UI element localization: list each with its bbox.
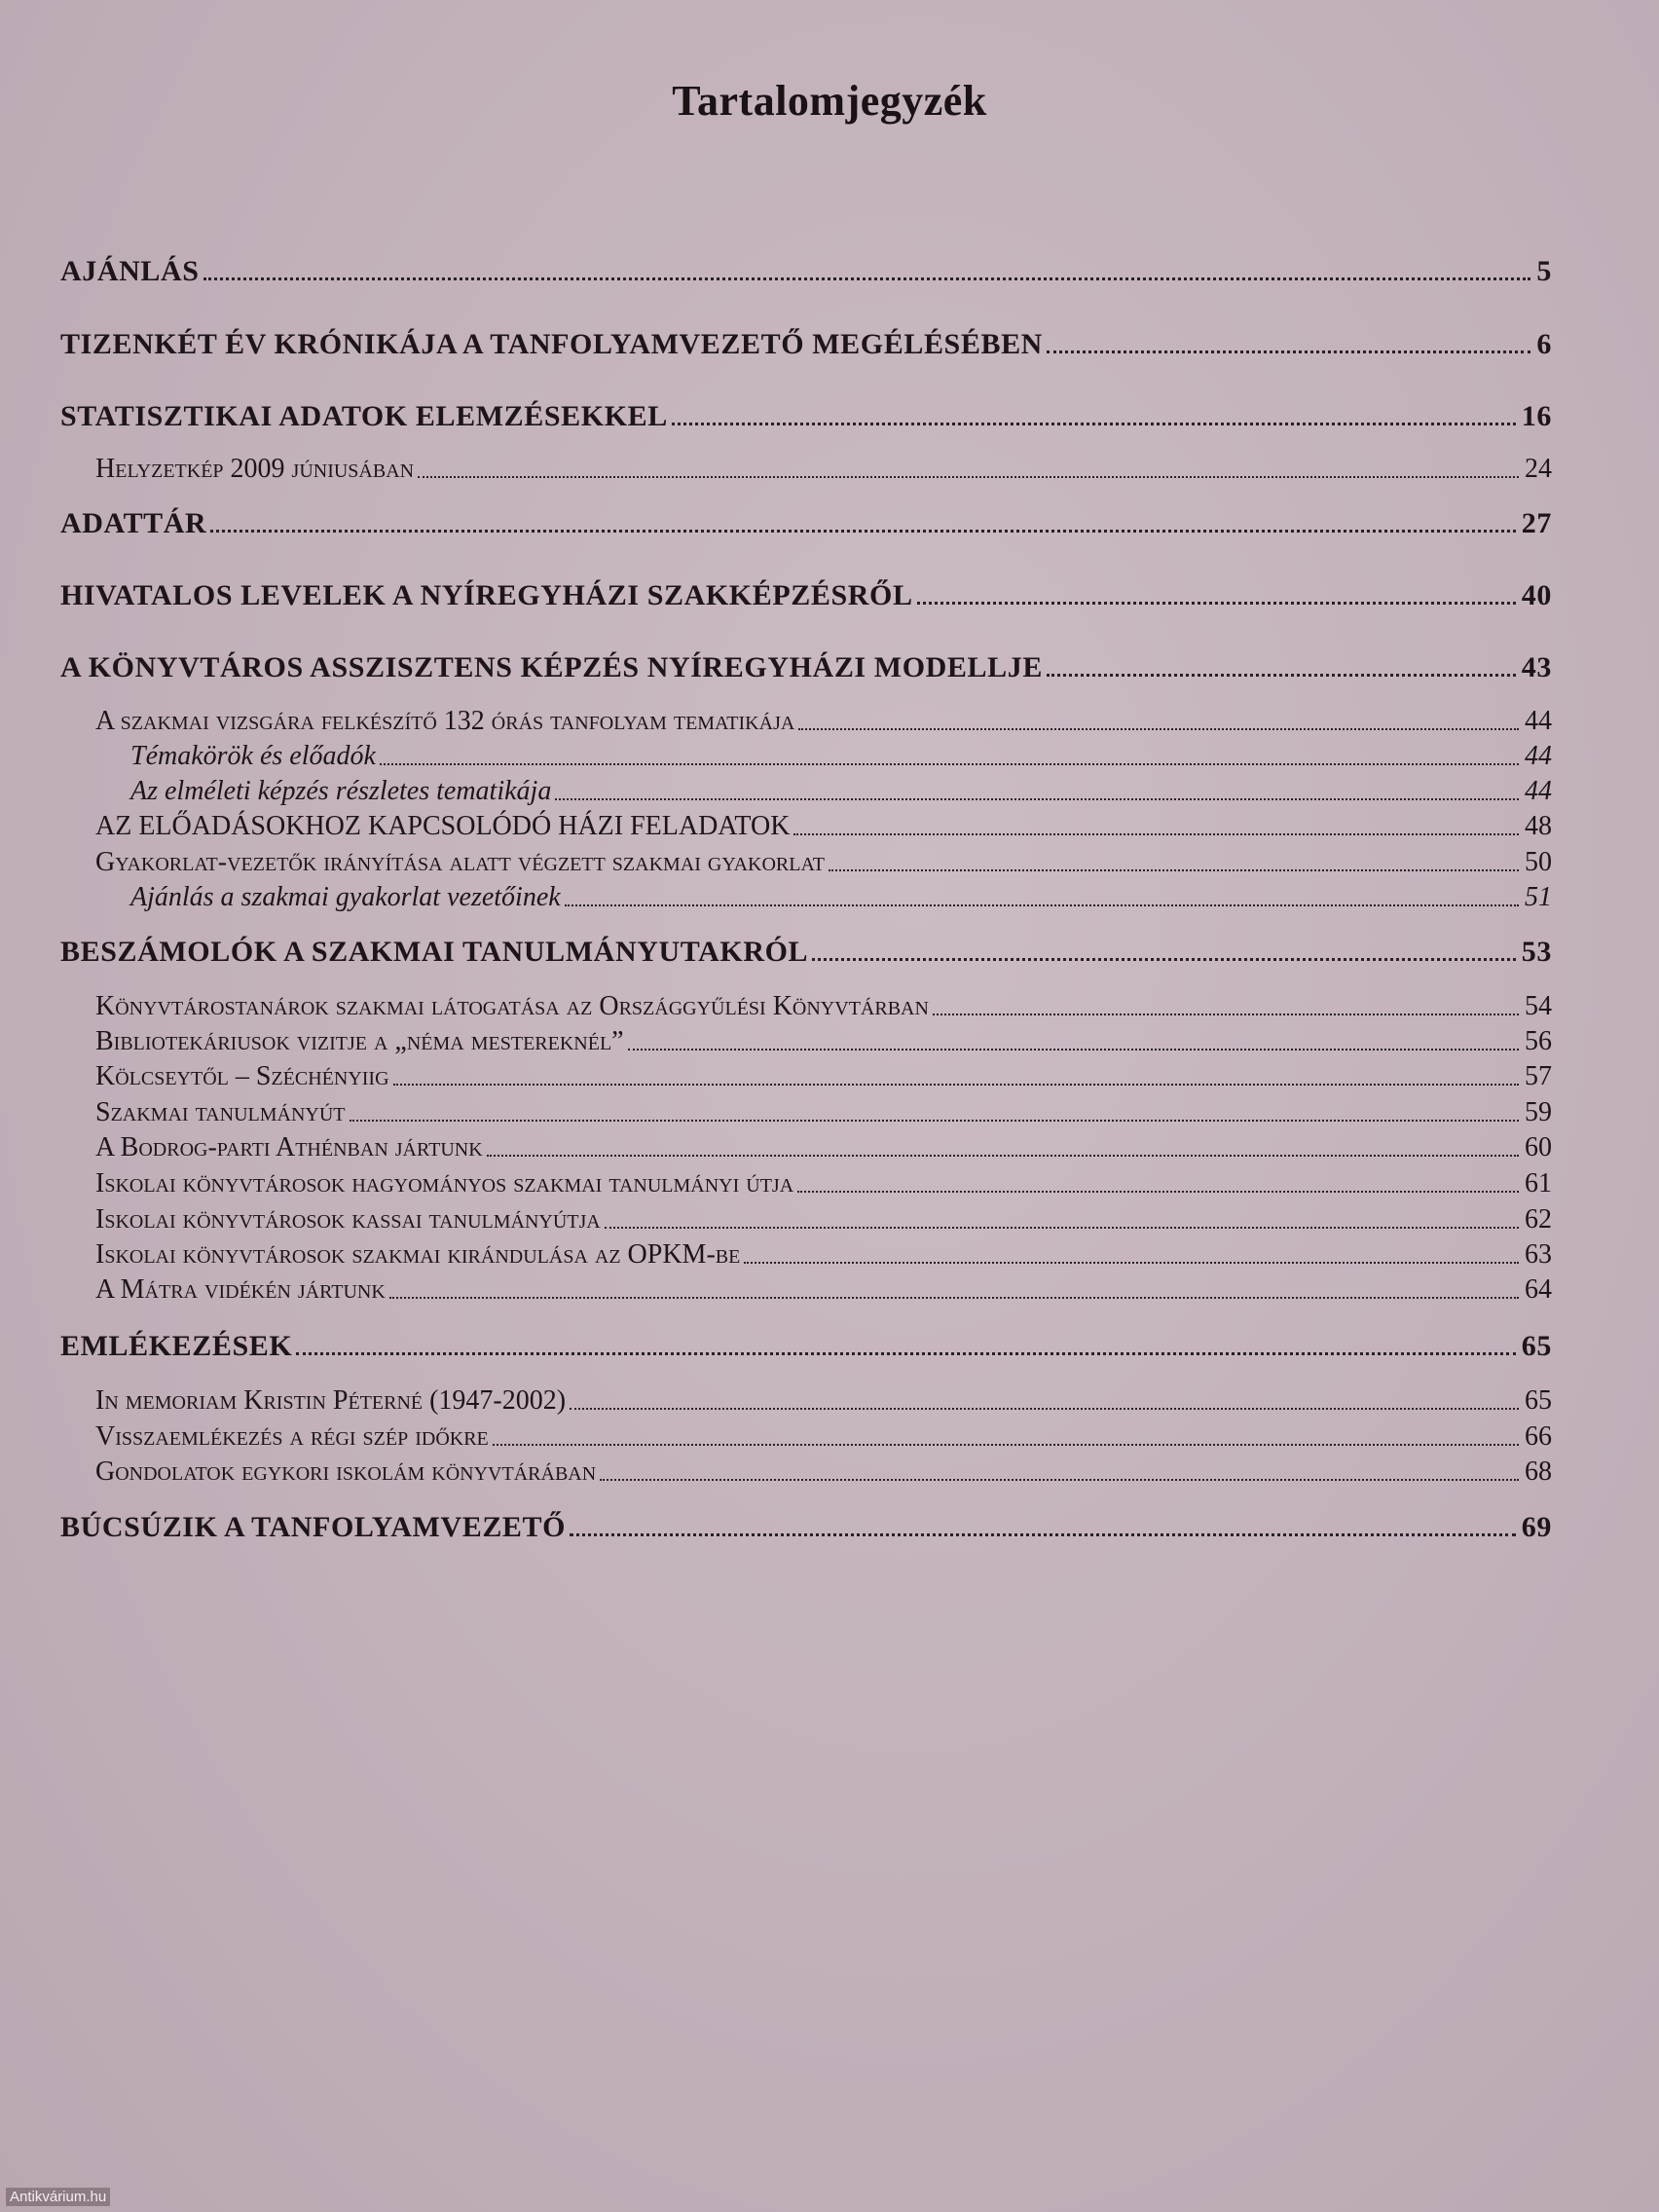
toc-entry (60, 402, 1552, 431)
toc-entry-title: BESZÁMOLÓK A SZAKMAI TANULMÁNYUTAKRÓL (60, 936, 809, 968)
toc-entry-title: Visszaemlékezés a régi szép időkre (95, 1421, 489, 1452)
toc-page-number: 5 (1536, 255, 1552, 287)
dot-leader (1047, 350, 1530, 353)
toc-subentry (60, 813, 1552, 840)
toc-entry-title: AJÁNLÁS (60, 255, 200, 287)
toc-entry-title: Témakörök és előadók (130, 741, 376, 771)
dot-leader (829, 869, 1519, 871)
toc-page-number: 54 (1525, 991, 1552, 1021)
dot-leader (672, 423, 1516, 425)
toc-entry-title: A szakmai vizsgára felkészítő 132 órás tanfolyam tematikája (95, 706, 795, 736)
toc-entry (60, 653, 1552, 682)
toc-subentry (60, 993, 1552, 1020)
dot-leader (744, 1262, 1519, 1264)
toc-page-number: 44 (1525, 706, 1552, 736)
toc-page-number: 69 (1521, 1511, 1552, 1543)
toc-subentry (60, 1276, 1552, 1304)
dot-leader (570, 1533, 1516, 1536)
toc-subsubentry (60, 743, 1552, 770)
toc-page-number: 53 (1521, 936, 1552, 968)
toc-entry (60, 1332, 1552, 1361)
toc-entry-title: Iskolai könyvtárosok szakmai kirándulása az OPKM-be (95, 1239, 741, 1270)
toc-entry-title: Iskolai könyvtárosok kassai tanulmányútja (95, 1204, 601, 1235)
toc-subentry (60, 1170, 1552, 1198)
dot-leader (917, 602, 1516, 605)
toc-entry-title: BÚCSÚZIK A TANFOLYAMVEZETŐ (60, 1511, 567, 1543)
dot-leader (389, 1297, 1519, 1299)
dot-leader (418, 476, 1519, 478)
dot-leader (570, 1408, 1519, 1410)
toc-subentry (60, 1063, 1552, 1090)
page-title: Tartalomjegyzék (672, 77, 987, 125)
toc-entry-title: Kölcseytől – Széchényiig (95, 1061, 389, 1091)
toc-subsubentry (60, 884, 1552, 911)
toc-subentry (60, 456, 1552, 483)
site-watermark: Antikvárium.hu (6, 2188, 110, 2206)
dot-leader (605, 1227, 1519, 1229)
toc-page-number: 24 (1525, 454, 1552, 484)
toc-page-number: 40 (1521, 579, 1552, 611)
toc-page-number: 50 (1525, 847, 1552, 877)
toc-entry (60, 581, 1552, 610)
toc-entry-title: TIZENKÉT ÉV KRÓNIKÁJA A TANFOLYAMVEZETŐ MEGÉLÉSÉBEN (60, 328, 1043, 360)
toc-entry-title: AZ ELŐADÁSOKHOZ KAPCSOLÓDÓ HÁZI FELADATOK (95, 811, 791, 841)
toc-entry (60, 938, 1552, 967)
toc-subentry (60, 1134, 1552, 1161)
toc-entry-title: HIVATALOS LEVELEK A NYÍREGYHÁZI SZAKKÉPZÉSRŐL (60, 579, 913, 611)
toc-entry (60, 330, 1552, 359)
toc-entry-title: A KÖNYVTÁROS ASSZISZTENS KÉPZÉS NYÍREGYHÁZI MODELLJE (60, 651, 1043, 683)
toc-page-number: 68 (1525, 1456, 1552, 1487)
toc-entry-title: A Bodrog-parti Athénban jártunk (95, 1132, 483, 1162)
toc-page-number: 60 (1525, 1132, 1552, 1162)
toc-entry-title: Iskolai könyvtárosok hagyományos szakmai tanulmányi útja (95, 1168, 794, 1198)
toc-page-number: 63 (1525, 1239, 1552, 1270)
toc-entry-title: Könyvtárostanárok szakmai látogatása az Országgyűlési Könyvtárban (95, 991, 929, 1021)
toc-entry-title: Az elméleti képzés részletes tematikája (130, 776, 552, 806)
toc-page-number: 6 (1536, 328, 1552, 360)
toc-page-number: 62 (1525, 1204, 1552, 1235)
toc-subentry (60, 849, 1552, 876)
toc-subentry (60, 708, 1552, 735)
dot-leader (1047, 674, 1516, 677)
toc-entry-title: Bibliotekáriusok vizitje a „néma mestereknél” (95, 1026, 624, 1056)
toc-page-number: 44 (1525, 776, 1552, 806)
dot-leader (296, 1352, 1515, 1355)
toc-entry-title: EMLÉKEZÉSEK (60, 1330, 293, 1362)
toc-subentry (60, 1458, 1552, 1486)
toc-page-number: 64 (1525, 1274, 1552, 1305)
toc-entry-title: STATISZTIKAI ADATOK ELEMZÉSEKKEL (60, 400, 668, 432)
toc-entry (60, 257, 1552, 286)
toc-entry-title: ADATTÁR (60, 507, 207, 539)
toc-entry-title: Helyzetkép 2009 júniusában (95, 454, 415, 484)
dot-leader (487, 1155, 1519, 1157)
toc-page-number: 65 (1521, 1330, 1552, 1362)
dot-leader (797, 1191, 1519, 1193)
toc-page-number: 16 (1521, 400, 1552, 432)
dot-leader (210, 530, 1515, 533)
toc-entry-title: In memoriam Kristin Péterné (1947-2002) (95, 1385, 567, 1416)
toc-subentry (60, 1423, 1552, 1451)
toc-subentry (60, 1206, 1552, 1234)
dot-leader (565, 904, 1519, 906)
dot-leader (555, 798, 1519, 800)
toc-page-number: 27 (1521, 507, 1552, 539)
toc-subentry (60, 1387, 1552, 1415)
toc-page-number: 43 (1521, 651, 1552, 683)
dot-leader (628, 1049, 1519, 1051)
toc-page-number: 56 (1525, 1026, 1552, 1056)
toc-entry-title: Gondolatok egykori iskolám könyvtárában (95, 1456, 597, 1487)
dot-leader (812, 958, 1516, 961)
toc-page-number: 65 (1525, 1385, 1552, 1416)
dot-leader (350, 1120, 1520, 1122)
toc-entry-title: Ajánlás a szakmai gyakorlat vezetőinek (130, 882, 561, 912)
toc-page-number: 48 (1525, 811, 1552, 841)
toc-entry-title: Szakmai tanulmányút (95, 1097, 346, 1127)
toc-entry (60, 1513, 1552, 1542)
dot-leader (203, 277, 1531, 280)
toc-subentry (60, 1028, 1552, 1055)
toc-entry-title: A Mátra vidékén jártunk (95, 1274, 386, 1305)
toc-subsubentry (60, 778, 1552, 805)
toc-page-number: 66 (1525, 1421, 1552, 1452)
toc-page-number: 57 (1525, 1061, 1552, 1091)
dot-leader (798, 728, 1519, 730)
dot-leader (493, 1444, 1519, 1446)
toc-page-number: 51 (1525, 882, 1552, 912)
toc-entry-title: Gyakorlat-vezetők irányítása alatt végzett szakmai gyakorlat (95, 847, 825, 877)
toc-page-number: 61 (1525, 1168, 1552, 1198)
toc-subentry (60, 1099, 1552, 1126)
toc-page-number: 44 (1525, 741, 1552, 771)
toc-page-number: 59 (1525, 1097, 1552, 1127)
toc-entry (60, 509, 1552, 538)
dot-leader (933, 1014, 1519, 1015)
dot-leader (600, 1479, 1519, 1481)
dot-leader (380, 763, 1519, 765)
dot-leader (393, 1084, 1519, 1086)
toc-subentry (60, 1241, 1552, 1269)
dot-leader (793, 833, 1519, 835)
